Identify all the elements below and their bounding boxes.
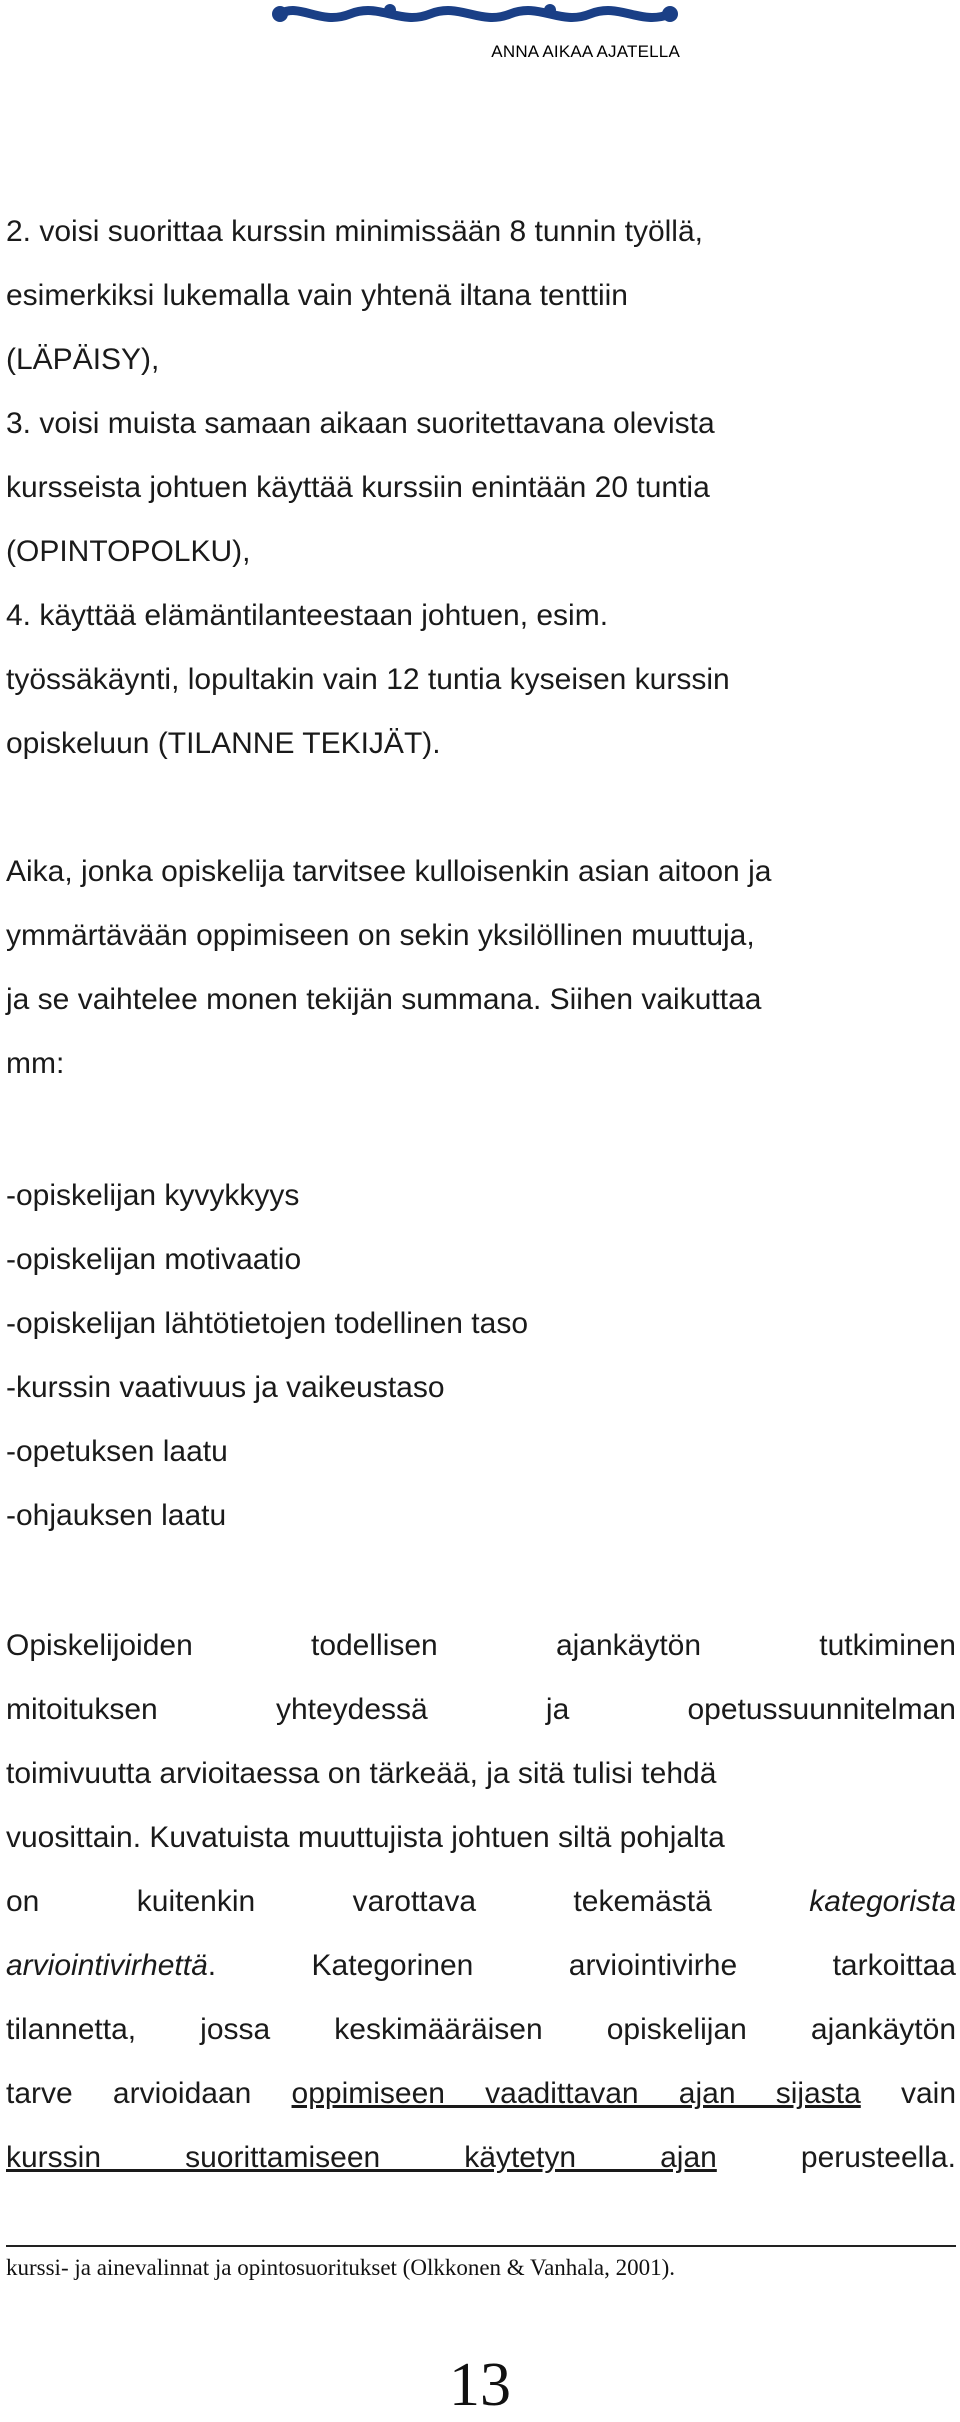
factor-item: -opiskelijan motivaatio bbox=[6, 1243, 302, 1276]
text-run: . Kategorinen arviointivirhe tarkoittaa bbox=[207, 1949, 956, 1982]
paragraph-line: Opiskelijoiden todellisen ajankäytön tutkiminen bbox=[6, 1629, 956, 1662]
paragraph-line: ymmärtävään oppimiseen on sekin yksilöllinen muuttuja, bbox=[6, 919, 755, 952]
paragraph-line bbox=[6, 1870, 956, 1934]
list-line: (OPINTOPOLKU), bbox=[6, 535, 251, 568]
paragraph-line bbox=[6, 2126, 956, 2190]
underlined-phrase: kurssin suorittamiseen käytetyn ajan bbox=[6, 2141, 717, 2174]
footnote: kurssi- ja ainevalinnat ja opintosuoritukset (Olkkonen & Vanhala, 2001). bbox=[6, 2255, 675, 2280]
text-run: tarve arvioidaan bbox=[6, 2077, 292, 2110]
factor-list bbox=[6, 1164, 956, 1548]
factor-item: -opiskelijan lähtötietojen todellinen taso bbox=[6, 1307, 529, 1340]
paragraph-line: Aika, jonka opiskelija tarvitsee kulloisenkin asian aitoon ja bbox=[6, 855, 772, 888]
wave-banner-graphic bbox=[270, 0, 680, 40]
factor-item: -opiskelijan kyvykkyys bbox=[6, 1179, 300, 1212]
list-line: (LÄPÄISY), bbox=[6, 343, 160, 376]
footnote-divider bbox=[6, 2245, 956, 2247]
paragraph-time bbox=[6, 840, 956, 1096]
list-line: esimerkiksi lukemalla vain yhtenä iltana tenttiin bbox=[6, 279, 628, 312]
paragraph-line: tilannetta, jossa keskimääräisen opiskelijan ajankäytön bbox=[6, 2013, 956, 2046]
header-logo bbox=[270, 0, 680, 66]
text-run: on kuitenkin varottava tekemästä bbox=[6, 1885, 810, 1918]
paragraph-line bbox=[6, 1934, 956, 1998]
text-run: vain bbox=[860, 2077, 956, 2110]
list-line: 3. voisi muista samaan aikaan suoritettavana olevista bbox=[6, 407, 715, 440]
text-run: perusteella. bbox=[716, 2141, 956, 2174]
paragraph-line bbox=[6, 2062, 956, 2126]
list-line: 2. voisi suorittaa kurssin minimissään 8 tunnin työllä, bbox=[6, 215, 703, 248]
paragraph-line: ja se vaihtelee monen tekijän summana. Siihen vaikuttaa bbox=[6, 983, 762, 1016]
factor-item: -opetuksen laatu bbox=[6, 1435, 228, 1468]
factor-item: -ohjauksen laatu bbox=[6, 1499, 227, 1532]
italic-term: kategorista bbox=[809, 1885, 956, 1918]
paragraph-line: mitoituksen yhteydessä ja opetussuunnitelman bbox=[6, 1693, 956, 1726]
page-number: 13 bbox=[449, 2351, 511, 2419]
list-line: työssäkäynti, lopultakin vain 12 tuntia kyseisen kurssin bbox=[6, 663, 730, 696]
paragraph-line: vuosittain. Kuvatuista muuttujista johtuen siltä pohjalta bbox=[6, 1821, 725, 1854]
paragraph-line: mm: bbox=[6, 1047, 65, 1080]
list-line: kursseista johtuen käyttää kurssiin enintään 20 tuntia bbox=[6, 471, 710, 504]
factor-item: -kurssin vaativuus ja vaikeustaso bbox=[6, 1371, 445, 1404]
paragraph-line: toimivuutta arvioitaessa on tärkeää, ja sitä tulisi tehdä bbox=[6, 1757, 717, 1790]
list-line: 4. käyttää elämäntilanteestaan johtuen, esim. bbox=[6, 599, 609, 632]
logo-tagline: ANNA AIKAA AJATELLA bbox=[491, 42, 680, 61]
list-line: opiskeluun (TILANNE TEKIJÄT). bbox=[6, 727, 441, 760]
italic-term: arviointivirhettä bbox=[6, 1949, 208, 1982]
paragraph-study bbox=[6, 1614, 956, 2190]
underlined-phrase: oppimiseen vaadittavan ajan sijasta bbox=[291, 2077, 861, 2110]
numbered-list bbox=[6, 200, 956, 776]
